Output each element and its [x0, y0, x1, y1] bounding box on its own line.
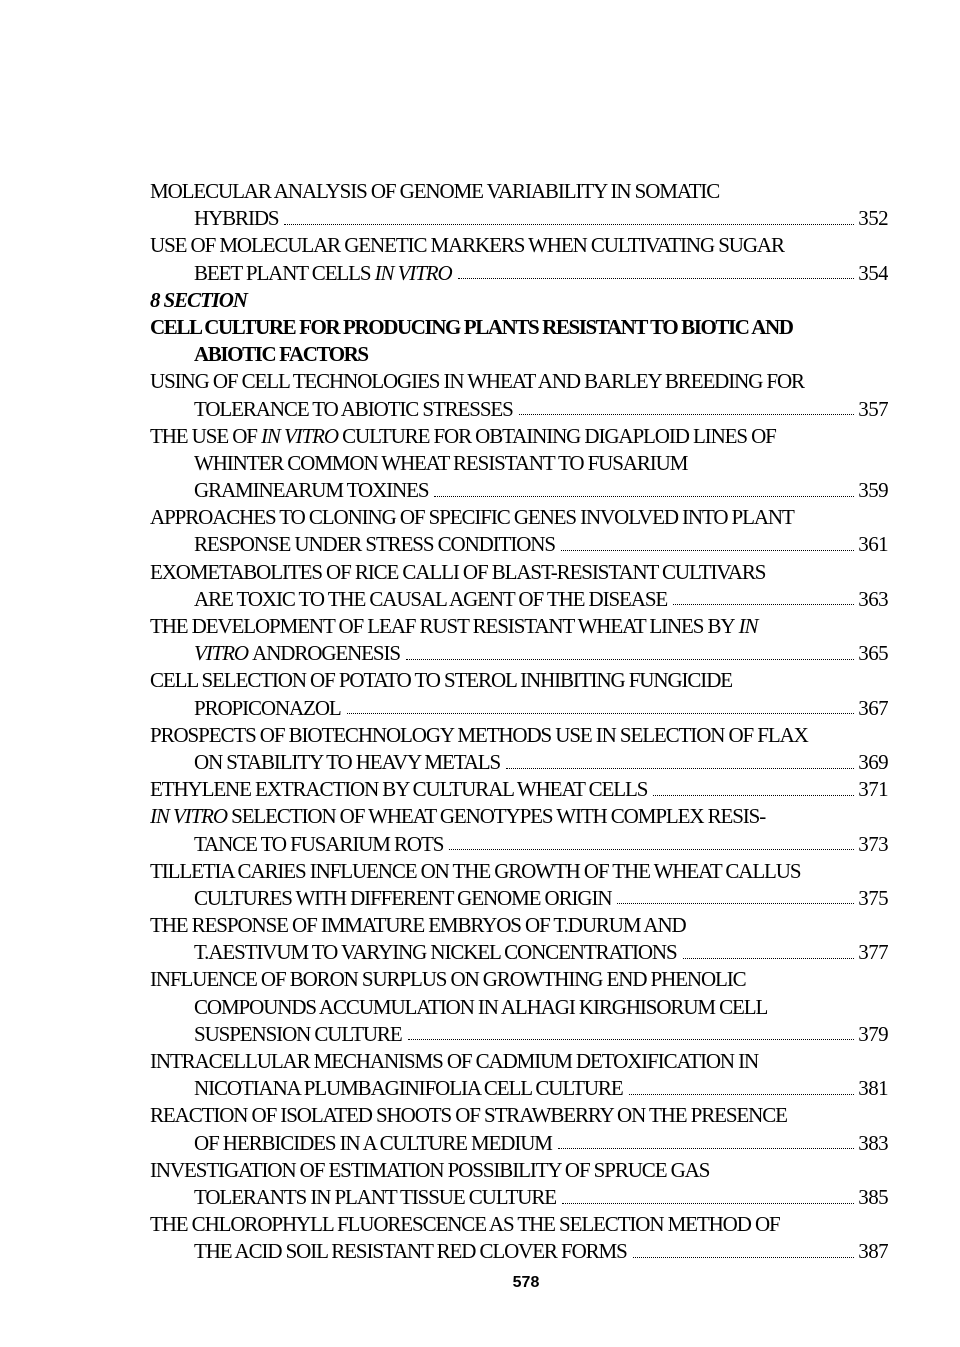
dot-leader: [673, 589, 854, 605]
toc-entry: [150, 776, 888, 803]
page-ref[interactable]: 352: [858, 206, 888, 231]
entry-title-last-line: [150, 531, 888, 558]
entry-title-last-line: [150, 939, 888, 966]
toc-entry: [150, 1048, 888, 1102]
page-ref[interactable]: 363: [858, 586, 888, 611]
italic-term: IN: [738, 614, 758, 638]
entry-title-line: OF HERBICIDES IN A CULTURE MEDIUM: [194, 1130, 552, 1155]
toc-entry: [150, 423, 888, 505]
toc-entry: [150, 504, 888, 558]
entry-title-first-line: [150, 803, 888, 830]
entry-prefix: THE USE OF: [150, 423, 257, 448]
entry-title-line: USING OF CELL TECHNOLOGIES IN WHEAT AND BARLEY BREEDING FOR: [150, 369, 804, 394]
dot-leader: [434, 481, 854, 497]
entry-title-line: INFLUENCE OF BORON SURPLUS ON GROWTHING END PHENOLIC: [150, 967, 746, 992]
dot-leader: [633, 1242, 855, 1258]
entry-title-line: INTRACELLULAR MECHANISMS OF CADMIUM DETOXIFICATION IN: [150, 1049, 759, 1073]
dot-leader: [406, 644, 854, 660]
dot-leader: [653, 780, 854, 796]
entry-title-last-line: [150, 1184, 888, 1211]
entry-title-last-line: [150, 1021, 888, 1048]
entry-title-line: ETHYLENE EXTRACTION BY CULTURAL WHEAT CELLS: [150, 777, 648, 802]
italic-term: IN VITRO: [261, 423, 338, 448]
entry-title-first-line: [150, 613, 888, 640]
entry-title-line: BEET PLANT CELLS: [194, 260, 371, 285]
dot-leader: [408, 1024, 855, 1040]
page-ref[interactable]: 367: [858, 695, 888, 720]
entry-title-line: NICOTIANA PLUMBAGINIFOLIA CELL CULTURE: [194, 1076, 623, 1101]
entry-title-last-line: [150, 1075, 888, 1102]
toc-entry: [150, 667, 888, 721]
toc-entry: [150, 559, 888, 613]
entry-title-line: TOLERANCE TO ABIOTIC STRESSES: [194, 396, 513, 421]
dot-leader: [617, 888, 854, 904]
toc-entry: [150, 368, 888, 422]
page-ref[interactable]: 387: [858, 1239, 888, 1264]
entry-title-line: WHINTER COMMON WHEAT RESISTANT TO FUSARIUM: [194, 450, 688, 475]
page-ref[interactable]: 361: [858, 532, 888, 557]
entry-title-last-line: [150, 1130, 888, 1157]
entry-title-line: THE ACID SOIL RESISTANT RED CLOVER FORMS: [194, 1239, 627, 1264]
page-ref[interactable]: 354: [858, 260, 888, 285]
entry-title-last-line: [150, 396, 888, 423]
italic-term: IN VITRO: [150, 804, 227, 829]
toc-entry: [150, 912, 888, 966]
entry-title-line: TANCE TO FUSARIUM ROTS: [194, 831, 444, 856]
dot-leader: [562, 1188, 854, 1204]
entry-title-line: TILLETIA CARIES INFLUENCE ON THE GROWTH OF THE WHEAT CALLUS: [150, 858, 801, 883]
toc-entry: [150, 858, 888, 912]
entry-title-line: RESPONSE UNDER STRESS CONDITIONS: [194, 532, 555, 557]
dot-leader: [629, 1079, 855, 1095]
entry-title-line: CULTURES WITH DIFFERENT GENOME ORIGIN: [194, 885, 612, 910]
entry-title-last-line: [150, 1238, 888, 1265]
section-title: ABIOTIC FACTORS: [194, 342, 368, 367]
toc-entry: [150, 178, 888, 232]
dot-leader: [458, 263, 855, 279]
page-ref[interactable]: 385: [858, 1184, 888, 1209]
page-ref[interactable]: 357: [858, 396, 888, 421]
entry-title-line: INVESTIGATION OF ESTIMATION POSSIBILITY OF SPRUCE GAS: [150, 1157, 710, 1182]
page-number: 578: [512, 1274, 540, 1291]
table-of-contents: [150, 178, 888, 1266]
toc-entry: [150, 232, 888, 286]
entry-title-last-line: [150, 205, 888, 232]
entry-title-line: THE RESPONSE OF IMMATURE EMBRYOS OF T.DURUM AND: [150, 913, 686, 938]
entry-title-line: ANDROGENESIS: [252, 641, 400, 666]
entry-title-last-line: [150, 477, 888, 504]
toc-entry: [150, 966, 888, 1048]
entry-title-line: CULTURE FOR OBTAINING DIGAPLOID LINES OF: [342, 423, 776, 448]
entry-title-line: GRAMINEARUM TOXINES: [194, 478, 429, 503]
dot-leader: [519, 399, 855, 415]
page-ref[interactable]: 359: [858, 478, 888, 503]
dot-leader: [683, 943, 855, 959]
entry-title-line: APPROACHES TO CLONING OF SPECIFIC GENES INVOLVED INTO PLANT: [150, 505, 794, 530]
entry-title-last-line: [150, 695, 888, 722]
entry-title-line: PROSPECTS OF BIOTECHNOLOGY METHODS USE IN SELECTION OF FLAX: [150, 722, 808, 747]
page-ref[interactable]: 381: [858, 1076, 888, 1101]
page-ref[interactable]: 375: [858, 885, 888, 910]
section-title: CELL CULTURE FOR PRODUCING PLANTS RESISTANT TO BIOTIC AND: [150, 314, 793, 339]
entry-title-line: COMPOUNDS ACCUMULATION IN ALHAGI KIRGHISORUM CELL: [194, 994, 768, 1019]
section-number: 8 SECTION: [150, 287, 247, 312]
entry-title-last-line: [150, 831, 888, 858]
toc-entry: [150, 1211, 888, 1265]
entry-title-last-line: [150, 749, 888, 776]
page-ref[interactable]: 379: [858, 1021, 888, 1046]
entry-title-line: TOLERANTS IN PLANT TISSUE CULTURE: [194, 1184, 556, 1209]
page-ref[interactable]: 373: [858, 831, 888, 856]
entry-title-last-line: [150, 776, 888, 803]
page-ref[interactable]: 371: [858, 777, 888, 802]
entry-title-line: SUSPENSION CULTURE: [194, 1021, 402, 1046]
entry-title-line: ARE TOXIC TO THE CAUSAL AGENT OF THE DISEASE: [194, 586, 668, 611]
entry-title-last-line: [150, 640, 888, 667]
entry-title-line: THE CHLOROPHYLL FLUORESCENCE AS THE SELECTION METHOD OF: [150, 1212, 780, 1237]
entry-title-line: CELL SELECTION OF POTATO TO STEROL INHIBITING FUNGICIDE: [150, 668, 732, 693]
dot-leader: [284, 209, 854, 225]
toc-entry: [150, 1157, 888, 1211]
toc-entry: [150, 1102, 888, 1156]
dot-leader: [506, 753, 854, 769]
entry-title-line: EXOMETABOLITES OF RICE CALLI OF BLAST-RESISTANT CULTIVARS: [150, 559, 766, 584]
entry-title-line: PROPICONAZOL: [194, 695, 341, 720]
entry-title-line: T.AESTIVUM TO VARYING NICKEL CONCENTRATIONS: [194, 940, 677, 965]
page-ref[interactable]: 377: [858, 940, 888, 965]
italic-term: VITRO: [194, 641, 248, 666]
page-ref[interactable]: 365: [858, 641, 888, 666]
entry-title-line: REACTION OF ISOLATED SHOOTS OF STRAWBERRY ON THE PRESENCE: [150, 1103, 787, 1128]
italic-term: IN VITRO: [374, 260, 452, 285]
dot-leader: [558, 1133, 854, 1149]
toc-entry: [150, 722, 888, 776]
toc-entry: [150, 613, 888, 667]
entry-title-last-line: [150, 885, 888, 912]
entry-title-last-line: [150, 260, 888, 287]
dot-leader: [347, 698, 855, 714]
entry-title-line: ON STABILITY TO HEAVY METALS: [194, 749, 501, 774]
entry-title-line: MOLECULAR ANALYSIS OF GENOME VARIABILITY IN SOMATIC: [150, 179, 720, 203]
entry-title-first-line: [150, 423, 888, 450]
entry-title-last-line: [150, 586, 888, 613]
page-ref[interactable]: 369: [858, 749, 888, 774]
entry-title-line: USE OF MOLECULAR GENETIC MARKERS WHEN CULTIVATING SUGAR: [150, 233, 784, 258]
entry-title-line: HYBRIDS: [194, 206, 279, 231]
page-ref[interactable]: 383: [858, 1130, 888, 1155]
entry-title-line: THE DEVELOPMENT OF LEAF RUST RESISTANT WHEAT LINES BY: [150, 614, 735, 638]
toc-entry: [150, 803, 888, 857]
entry-title-line: SELECTION OF WHEAT GENOTYPES WITH COMPLEX RESIS-: [231, 804, 766, 829]
dot-leader: [561, 535, 854, 551]
dot-leader: [449, 834, 854, 850]
